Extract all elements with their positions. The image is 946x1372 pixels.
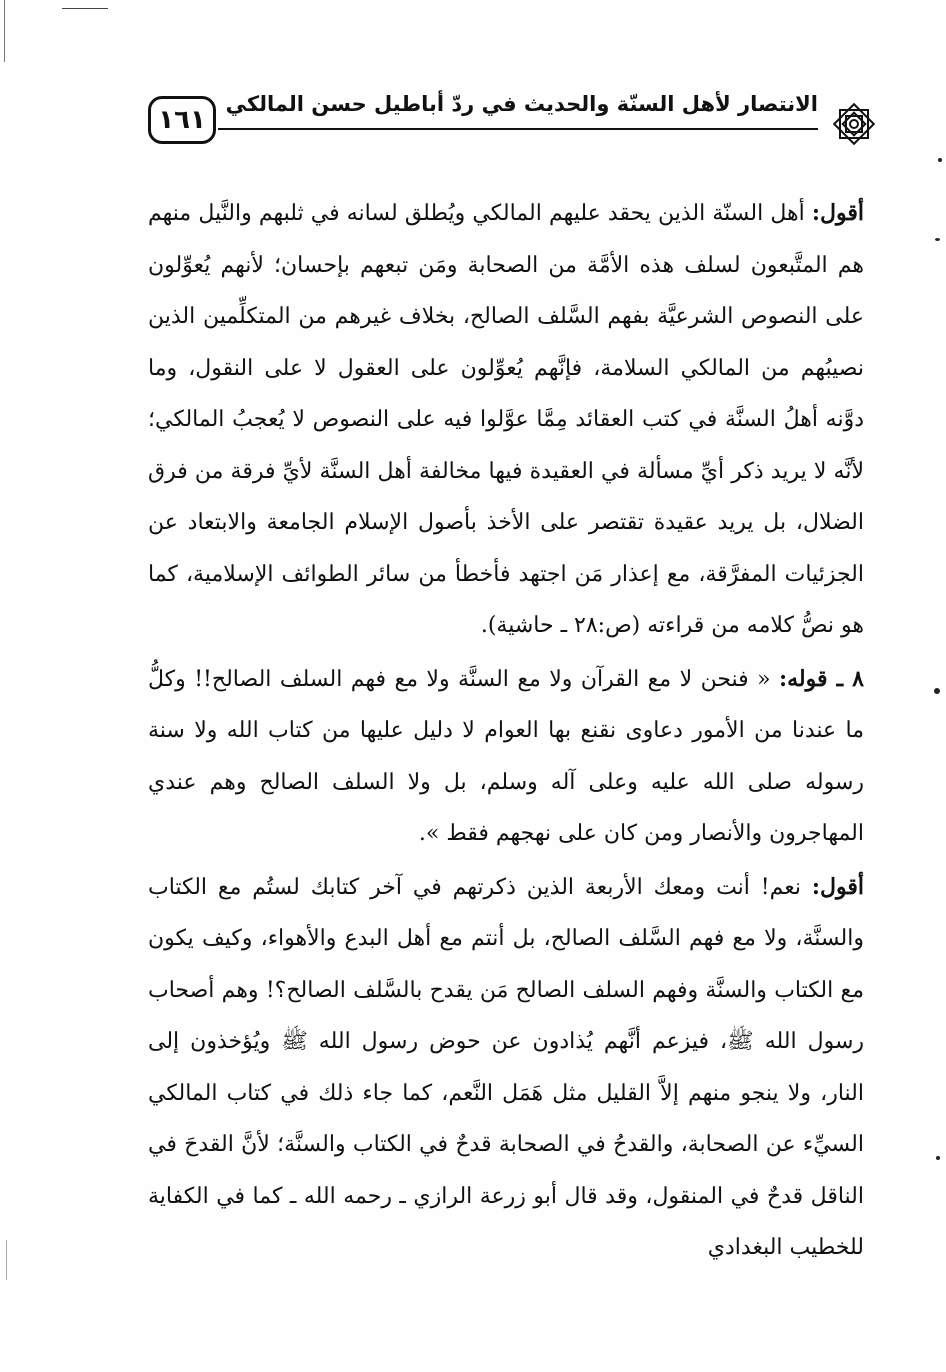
- paragraph-lead: أقول:: [811, 200, 864, 226]
- running-header: [148, 86, 880, 156]
- scan-artifact-edge: [6, 1240, 7, 1280]
- page-number: ١٦١: [148, 96, 216, 144]
- paragraph-text: « فنحن لا مع القرآن ولا مع السنَّة ولا مع فهم السلف الصالح!! وكلُّ ما عندنا من الأمور دعاوى نقنع بها العوام لا دليل عليها من كتاب الله ولا سنة رسوله صلى الله عليه وعلى آله وسلم، بل ولا السلف الصالح وهم عندي المهاجرون والأنصار ومن كان على نهجهم فقط ».: [148, 666, 864, 846]
- paragraph-lead: أقول:: [811, 873, 864, 900]
- scan-artifact-line: [62, 8, 108, 9]
- scan-speck: [938, 158, 942, 162]
- header-rule: [218, 128, 818, 130]
- scan-speck: [934, 688, 940, 694]
- main-text: [148, 188, 864, 1274]
- running-title: الانتصار لأهل السنّة والحديث في ردّ أباطيل حسن المالكي: [225, 92, 818, 116]
- paragraph-text: نعم! أنت ومعك الأربعة الذين ذكرتهم في آخر كتابك لستُم مع الكتاب والسنَّة، ولا مع فهم السَّلف الصالح، بل أنتم مع أهل البدع والأهواء، وكيف يكون مع الكتاب والسنَّة وفهم السلف الصالح مَن يقدح بالسَّلف الصالح؟! وهم أصحاب رسول الله ﷺ، فيزعم أنَّهم يُذادون عن حوض رسول الله ﷺ ويُؤخذون إلى النار، ولا ينجو منهم إلاَّ القليل مثل هَمَل النَّعم، كما جاء ذلك في كتاب المالكي السيِّء عن الصحابة، والقدحُ في الصحابة قدحٌ في الكتاب والسنَّة؛ لأنَّ القدحَ في الناقل قدحٌ في المنقول، وقد قال أبو زرعة الرازي ـ رحمه الله ـ كما في الكفاية للخطيب البغدادي: [148, 874, 864, 1260]
- scan-speck: [936, 1156, 940, 1160]
- scan-speck: [935, 238, 940, 241]
- scan-artifact-edge: [4, 0, 5, 62]
- paragraph: [148, 188, 864, 652]
- paragraph-text: أهل السنّة الذين يحقد عليهم المالكي ويُطلق لسانه في ثلبهم والنَّيل منهم هم المتَّبعون لسلف هذه الأمَّة من الصحابة ومَن تبعهم بإحسان؛ لأنهم يُعوِّلون على النصوص الشرعيَّة بفهم السَّلف الصالح، بخلاف غيرهم من المتكلِّمين الذين نصيبُهم من المالكي السلامة، فإنَّهم يُعوِّلون على العقول لا على النقول، وما دوَّنه أهلُ السنَّة في كتب العقائد مِمَّا عوَّلوا فيه على النصوص لا يُعجبُ المالكي؛ لأنَّه لا يريد ذكر أيِّ مسألة في العقيدة فيها مخالفة أهل السنَّة لأيِّ فرقة من فرق الضلال، بل يريد عقيدة تقتصر على الأخذ بأصول الإسلام الجامعة والابتعاد عن الجزئيات المفرَّقة، مع إعذار مَن اجتهد فأخطأ من سائر الطوائف الإسلامية، كما هو نصُّ كلامه من قراءته (ص:٢٨ ـ حاشية).: [148, 201, 864, 638]
- paragraph: [148, 654, 864, 860]
- paragraph: [148, 862, 864, 1274]
- eight-point-star-ornament-icon: [828, 98, 880, 150]
- paragraph-lead: ٨ ـ قوله:: [779, 665, 864, 692]
